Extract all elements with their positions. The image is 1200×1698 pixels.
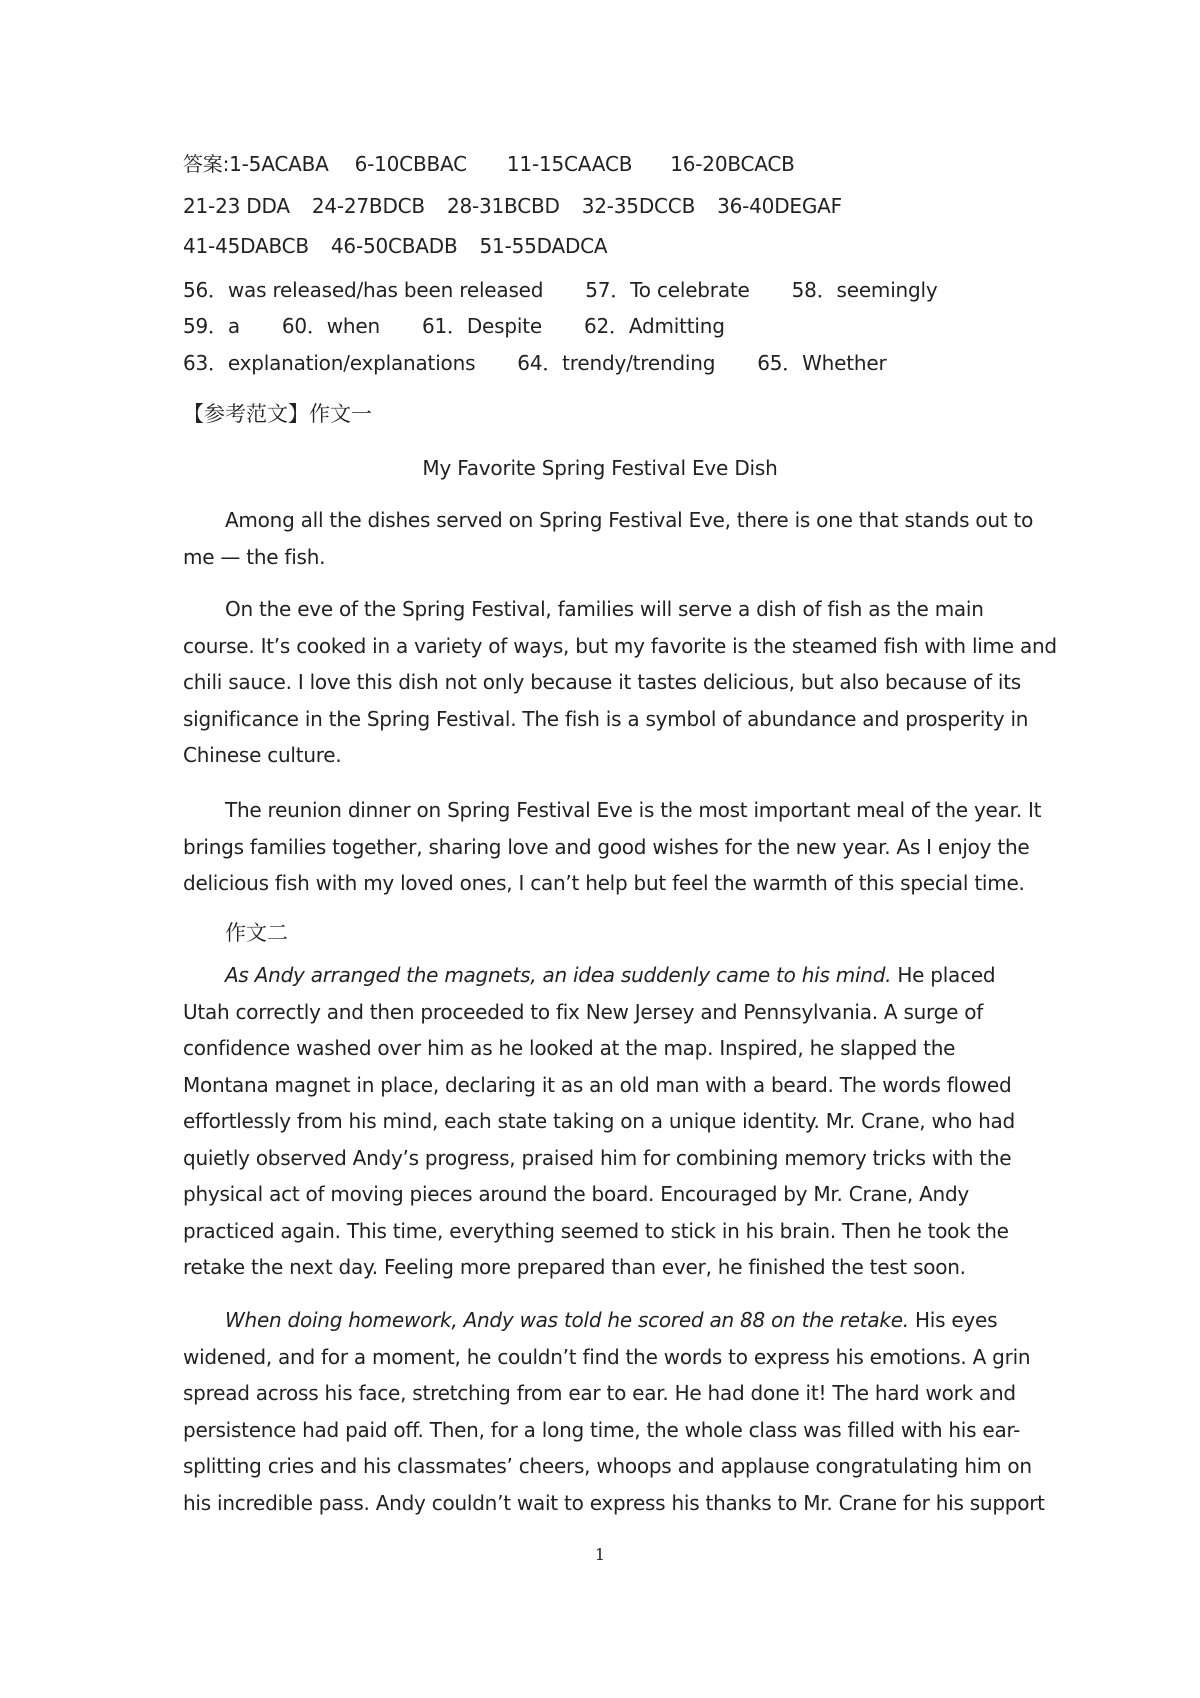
essay1-paragraph-1 xyxy=(183,502,1034,575)
given-lead-sentence: When doing homework, Andy was told he scored an 88 on the retake. xyxy=(225,1308,909,1332)
text-line: physical act of moving pieces around the board. Encouraged by Mr. Crane, Andy xyxy=(183,1182,970,1206)
answers-row-3 xyxy=(183,232,607,260)
answer-group: 11-15CAACB xyxy=(506,152,633,176)
text-line xyxy=(183,1302,1028,1339)
text-span: His eyes xyxy=(908,1308,998,1332)
answer-group: 36-40DEGAF xyxy=(717,194,842,218)
answer-group: 24-27BDCB xyxy=(311,194,425,218)
text-line: me — the fish. xyxy=(183,544,326,569)
essay2-paragraph-2 xyxy=(183,1302,1045,1521)
text-line: splitting cries and his classmates’ cheers, whoops and applause congratulating him on xyxy=(183,1454,1032,1478)
answer-group: 21-23 DDA xyxy=(183,194,290,218)
given-lead-sentence: As Andy arranged the magnets, an idea suddenly came to his mind. xyxy=(225,963,892,987)
answer-group: 61．Despite xyxy=(421,314,542,338)
answer-group: 63．explanation/explanations xyxy=(183,351,476,375)
answer-group: 28-31BCBD xyxy=(446,194,560,218)
answer-group: 60．when xyxy=(281,314,380,338)
text-line xyxy=(183,957,1028,994)
essay1-paragraph-3 xyxy=(183,792,1042,902)
text-line: On the eve of the Spring Festival, families will serve a dish of fish as the main xyxy=(225,597,984,621)
answers-row-4 xyxy=(183,276,938,304)
text-line: chili sauce. I love this dish not only because it tastes delicious, but also because of its xyxy=(183,670,1021,694)
text-line: retake the next day. Feeling more prepared than ever, he finished the test soon. xyxy=(183,1255,966,1279)
text-line: effortlessly from his mind, each state taking on a unique identity. Mr. Crane, who had xyxy=(183,1109,1015,1133)
answer-group: 58．seemingly xyxy=(791,278,938,302)
answer-group: 32-35DCCB xyxy=(581,194,696,218)
text-line: widened, and for a moment, he couldn’t find the words to express his emotions. A grin xyxy=(183,1344,1031,1369)
answer-group: 59．a xyxy=(183,314,240,338)
text-line: Among all the dishes served on Spring Festival Eve, there is one that stands out to xyxy=(225,508,1034,532)
answer-group: 41-45DABCB xyxy=(183,234,309,258)
answer-group: 46-50CBADB xyxy=(330,234,458,258)
text-line: brings families together, sharing love and good wishes for the new year. As I enjoy the xyxy=(183,834,1030,859)
answers-row-1 xyxy=(183,150,795,178)
answers-row-6 xyxy=(183,349,887,377)
answers-label: 答案: xyxy=(183,152,230,176)
essay1-paragraph-2 xyxy=(183,591,1057,774)
text-line: practiced again. This time, everything seemed to stick in his brain. Then he took the xyxy=(183,1218,1009,1243)
text-line: spread across his face, stretching from ear to ear. He had done it! The hard work and xyxy=(183,1381,1016,1405)
text-line: The reunion dinner on Spring Festival Eve is the most important meal of the year. It xyxy=(225,798,1042,822)
text-line: confidence washed over him as he looked at the map. Inspired, he slapped the xyxy=(183,1036,956,1060)
text-line: persistence had paid off. Then, for a long time, the whole class was filled with his ear- xyxy=(183,1417,1021,1442)
essay1-heading: 【参考范文】作文一 xyxy=(183,402,372,426)
text-line: Utah correctly and then proceeded to fix New Jersey and Pennsylvania. A surge of xyxy=(183,999,984,1024)
text-line: Montana magnet in place, declaring it as an old man with a beard. The words flowed xyxy=(183,1072,1012,1097)
essay2-paragraph-1 xyxy=(183,957,1028,1286)
text-line: significance in the Spring Festival. The fish is a symbol of abundance and prosperity in xyxy=(183,706,1029,731)
answer-group: 6-10CBBAC xyxy=(354,152,467,176)
answers-row-5 xyxy=(183,312,725,340)
answer-group: 16-20BCACB xyxy=(670,152,795,176)
text-line: Chinese culture. xyxy=(183,743,342,767)
answer-group: 51-55DADCA xyxy=(479,234,608,258)
answer-group: 62．Admitting xyxy=(583,314,725,338)
answer-group: 65．Whether xyxy=(757,351,887,375)
answer-group: 64．trendy/trending xyxy=(517,351,716,375)
text-line: delicious fish with my loved ones, I can’t help but feel the warmth of this special time. xyxy=(183,871,1025,895)
page-number: 1 xyxy=(594,1545,606,1564)
text-line: his incredible pass. Andy couldn’t wait to express his thanks to Mr. Crane for his support xyxy=(183,1490,1045,1515)
answer-group: 56．was released/has been released xyxy=(183,278,544,302)
essay2-heading: 作文二 xyxy=(225,921,288,945)
text-line: course. It’s cooked in a variety of ways, but my favorite is the steamed fish with lime and xyxy=(183,633,1057,658)
essay1-title: My Favorite Spring Festival Eve Dish xyxy=(422,456,778,480)
answers-row-2 xyxy=(183,192,842,220)
answer-group: 57．To celebrate xyxy=(585,278,750,302)
answer-group: 1-5ACABA xyxy=(229,152,329,176)
text-line: quietly observed Andy’s progress, praised him for combining memory tricks with the xyxy=(183,1145,1012,1170)
text-span: He placed xyxy=(891,963,996,987)
